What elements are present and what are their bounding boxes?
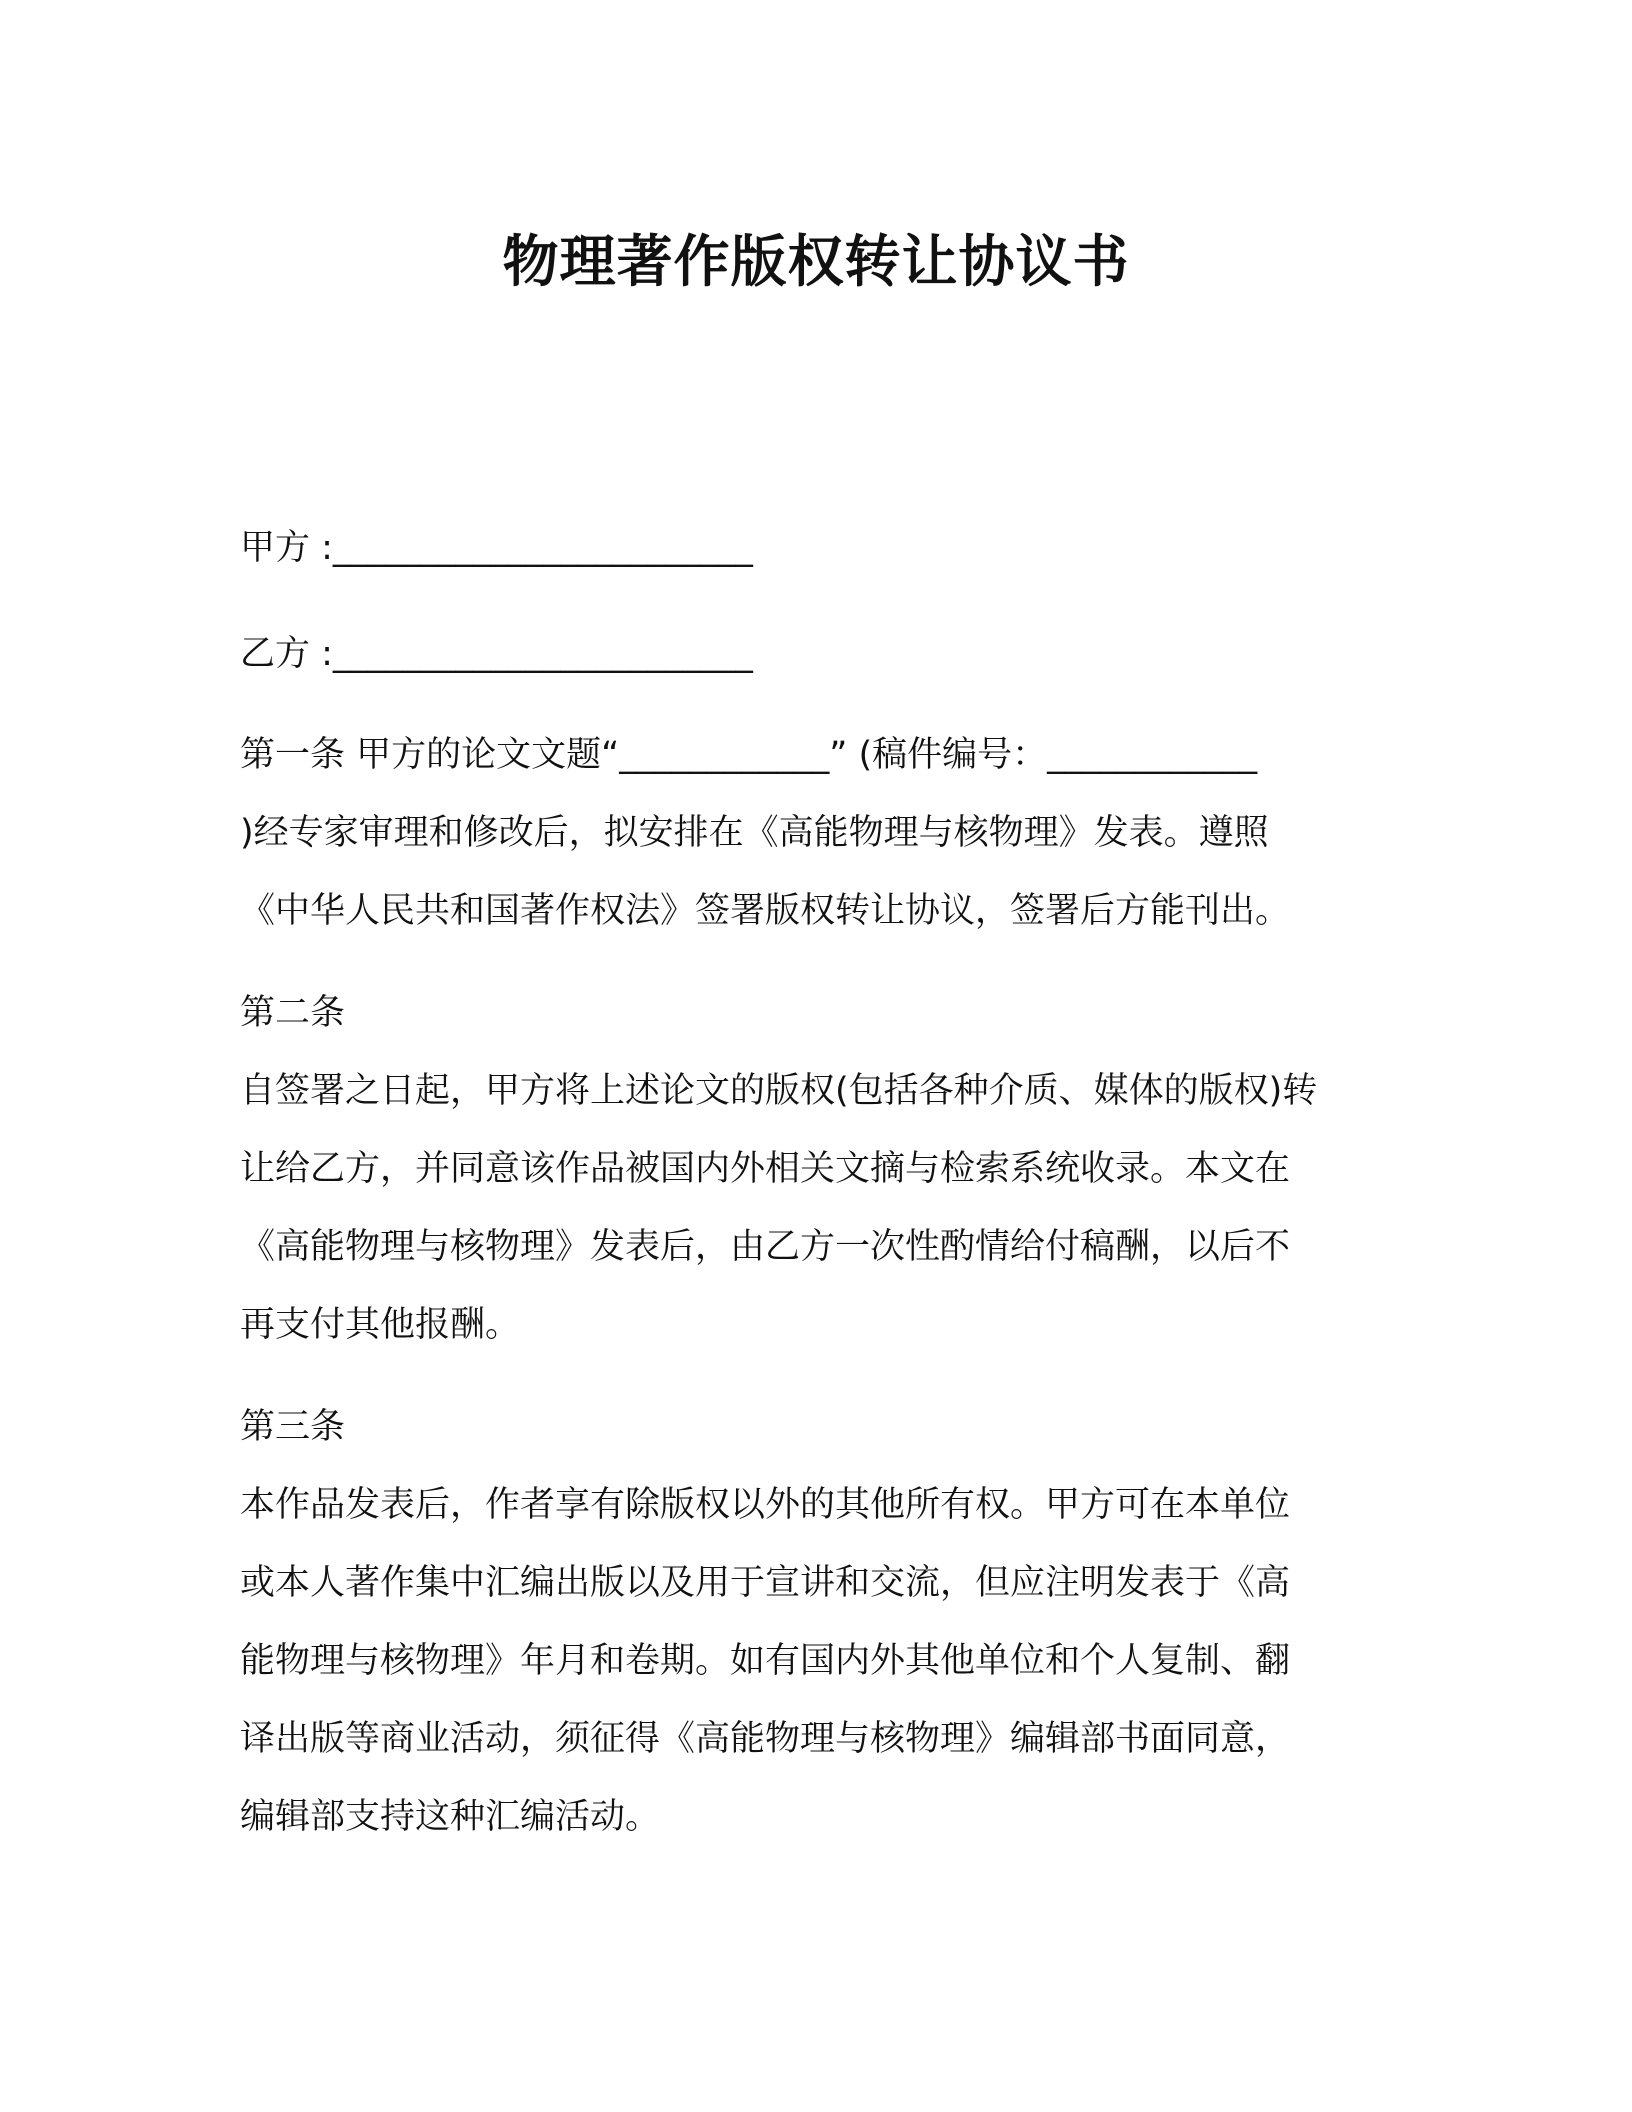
article-2-line: 让给乙方，并同意该作品被国内外相关文摘与检索系统收录。本文在: [240, 1149, 1291, 1189]
party-b-line: 乙方 :________________________: [240, 634, 753, 674]
article-1-line: 第一条 甲方的论文文题“____________” (稿件编号：____________: [240, 735, 1258, 775]
document-title: 物理著作版权转让协议书: [502, 230, 1130, 295]
article-2-line: 再支付其他报酬。: [240, 1305, 521, 1345]
article-2-line: 自签署之日起，甲方将上述论文的版权(包括各种介质、媒体的版权)转: [240, 1071, 1318, 1111]
article-1-line: 《中华人民共和国著作权法》签署版权转让协议，签署后方能刊出。: [240, 891, 1291, 931]
article-3-line: 编辑部支持这种汇编活动。: [240, 1797, 661, 1837]
article-1: [240, 716, 1410, 950]
article-2-line: 《高能物理与核物理》发表后，由乙方一次性酌情给付稿酬，以后不: [240, 1227, 1291, 1267]
article-2: [240, 1052, 1410, 1364]
article-1-line: )经专家审理和修改后，拟安排在《高能物理与核物理》发表。遵照: [240, 813, 1269, 853]
article-3-line: 译出版等商业活动，须征得《高能物理与核物理》编辑部书面同意，: [240, 1719, 1291, 1759]
article-3: [240, 1466, 1410, 1856]
article-3-heading: 第三条: [240, 1407, 346, 1447]
article-3-line: 本作品发表后，作者享有除版权以外的其他所有权。甲方可在本单位: [240, 1485, 1291, 1525]
article-3-line: 或本人著作集中汇编出版以及用于宣讲和交流，但应注明发表于《高: [240, 1563, 1291, 1603]
article-2-heading: 第二条: [240, 993, 346, 1033]
party-a-line: 甲方 :________________________: [240, 528, 753, 568]
article-3-line: 能物理与核物理》年月和卷期。如有国内外其他单位和个人复制、翻: [240, 1641, 1291, 1681]
